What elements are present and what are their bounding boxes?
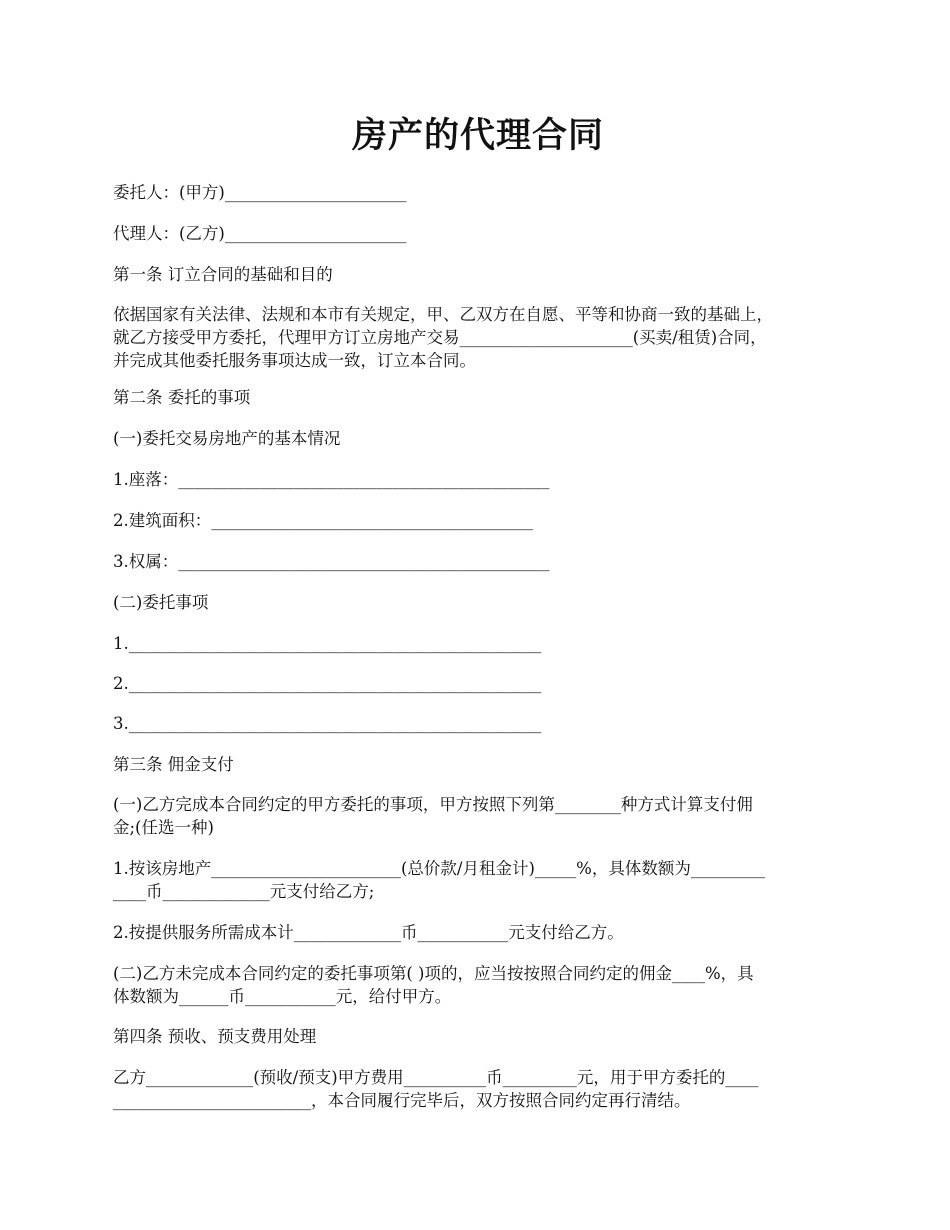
paragraph-line: (一)乙方完成本合同约定的甲方委托的事项，甲方按照下列第________种方式计算支付佣 bbox=[113, 795, 753, 814]
paragraph-line: (二)委托事项 bbox=[113, 593, 209, 612]
commission-option-1 bbox=[113, 857, 843, 903]
paragraph-line: 第四条 预收、预支费用处理 bbox=[113, 1027, 317, 1046]
paragraph-line: 乙方_____________(预收/预支)甲方费用__________币_________元，用于甲方委托的____ bbox=[113, 1068, 759, 1087]
paragraph-line: 1.按该房地产_______________________(总价款/月租金计)_____%，具体数额为_________ bbox=[113, 859, 766, 878]
paragraph-line: 1.座落：_____________________________________________ bbox=[113, 470, 550, 489]
prepaid-expenses-clause bbox=[113, 1066, 843, 1112]
paragraph-line: 第三条 佣金支付 bbox=[113, 755, 234, 774]
paragraph-line: 3.__________________________________________________ bbox=[113, 714, 542, 733]
paragraph-line: 就乙方接受甲方委托，代理甲方订立房地产交易_____________________(买卖/租赁)合同， bbox=[113, 328, 767, 347]
commission-method-clause bbox=[113, 793, 843, 839]
paragraph-line: 体数额为______币___________元，给付甲方。 bbox=[113, 987, 452, 1006]
paragraph-line: 1.__________________________________________________ bbox=[113, 634, 542, 653]
floor-area-field bbox=[113, 509, 843, 532]
paragraph-line: 2.__________________________________________________ bbox=[113, 674, 542, 693]
paragraph-line: 2.按提供服务所需成本计_____________币___________元支付给乙方。 bbox=[113, 923, 624, 942]
document-title: 房产的代理合同 bbox=[351, 115, 604, 156]
party-a-line bbox=[113, 181, 843, 204]
paragraph-line: 2.建筑面积：_______________________________________ bbox=[113, 511, 533, 530]
incomplete-commission-clause bbox=[113, 962, 843, 1008]
section-entrusted-matters-heading bbox=[113, 591, 843, 614]
section-basic-info-heading bbox=[113, 427, 843, 450]
paragraph-line: 3.权属：_____________________________________________ bbox=[113, 552, 550, 571]
ownership-field bbox=[113, 550, 843, 573]
article-3-heading bbox=[113, 753, 843, 776]
article-4-heading bbox=[113, 1025, 843, 1048]
location-field bbox=[113, 468, 843, 491]
paragraph-line: 金;(任选一种) bbox=[113, 818, 214, 837]
paragraph-line: ____币_____________元支付给乙方; bbox=[113, 882, 375, 901]
paragraph-line: ________________________，本合同履行完毕后，双方按照合同约定再行清结。 bbox=[113, 1091, 691, 1110]
paragraph-line: (一)委托交易房地产的基本情况 bbox=[113, 429, 341, 448]
article-1-body bbox=[113, 303, 843, 372]
entrusted-item-1 bbox=[113, 632, 843, 655]
paragraph-line: 代理人：(乙方)______________________ bbox=[113, 224, 407, 243]
article-2-heading bbox=[113, 386, 843, 409]
paragraph-line: (二)乙方未完成本合同约定的委托事项第( )项的，应当按按照合同约定的佣金____%，具 bbox=[113, 964, 754, 983]
paragraph-line: 依据国家有关法律、法规和本市有关规定，甲、乙双方在自愿、平等和协商一致的基础上， bbox=[113, 305, 773, 324]
article-1-heading bbox=[113, 263, 843, 286]
paragraph-line: 第一条 订立合同的基础和目的 bbox=[113, 265, 333, 284]
paragraph-line: 并完成其他委托服务事项达成一致，订立本合同。 bbox=[113, 351, 476, 370]
commission-option-2 bbox=[113, 921, 843, 944]
entrusted-item-3 bbox=[113, 712, 843, 735]
paragraph-line: 委托人：(甲方)______________________ bbox=[113, 183, 407, 202]
paragraph-line: 第二条 委托的事项 bbox=[113, 388, 251, 407]
party-b-line bbox=[113, 222, 843, 245]
entrusted-item-2 bbox=[113, 672, 843, 695]
